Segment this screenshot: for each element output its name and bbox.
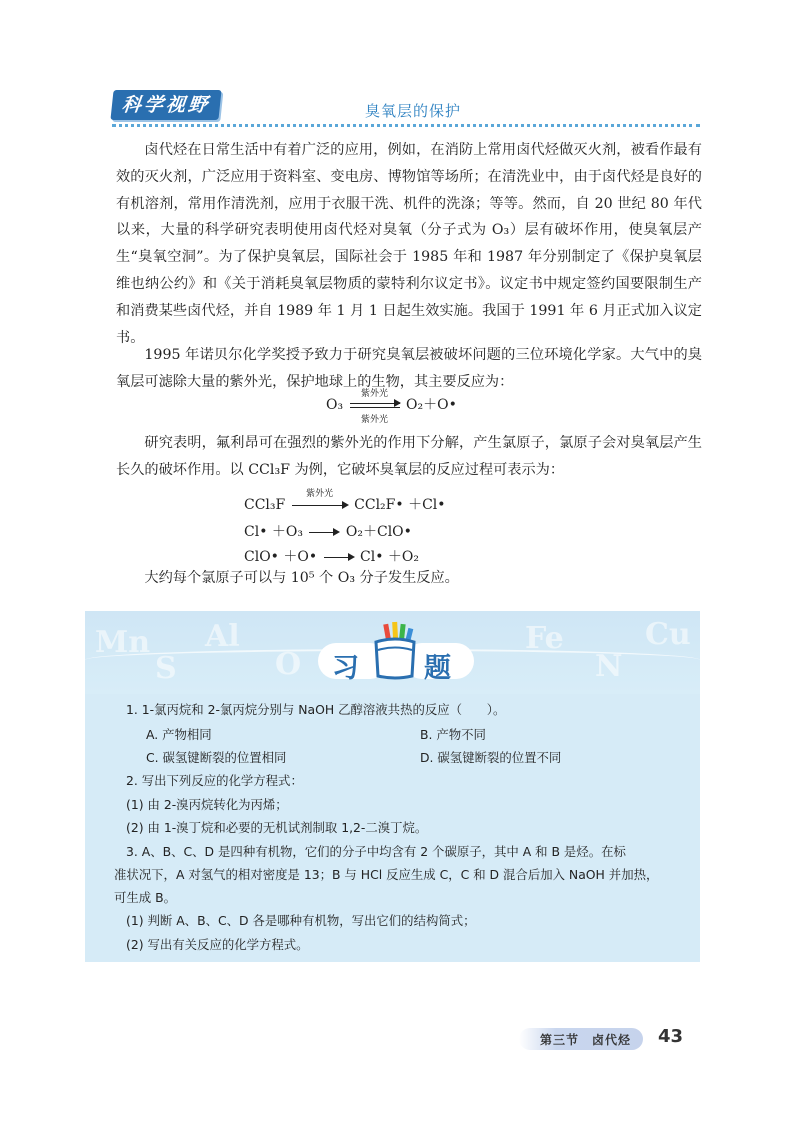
option-a: A. 产物相同 <box>146 727 212 742</box>
equation-2 <box>244 521 412 541</box>
paragraph-4: 大约每个氯原子可以与 10⁵ 个 O₃ 分子发生反应。 <box>144 570 459 586</box>
exercise-heading-right: 题 <box>424 653 451 684</box>
question-3-part-1: (1) 判断 A、B、C、D 各是哪种有机物，写出它们的结构简式； <box>126 913 476 928</box>
science-view-badge: 科学视野 <box>110 90 221 120</box>
question-2-part-1: (1) 由 2-溴丙烷转化为丙烯； <box>126 797 288 812</box>
eq-under: 紫外光 <box>361 415 389 425</box>
eq-right: O₂＋O• <box>406 397 457 413</box>
page-number: 43 <box>658 1026 684 1047</box>
section-title: 臭氧层的保护 <box>365 102 462 120</box>
exercise-heading-left: 习 <box>332 653 359 684</box>
question-3-part-2: (2) 写出有关反应的化学方程式。 <box>126 937 309 952</box>
question-3-line-1: 3. A、B、C、D 是四种有机物，它们的分子中均含有 2 个碳原子，其中 A 和 B 是烃。在标 <box>126 844 626 859</box>
paragraph-1: 卤代烃在日常生活中有着广泛的应用，例如，在消防上常用卤代烃做灭火剂，被看作最有效的灭火剂，广泛应用于资料室、变电房、博物馆等场所；在清洗业中，由于卤代烃是良好的有机溶剂，常用作清洗剂，应用于衣服干洗、机件的洗涤；等等。然而，自 20 世纪 80 年代以来，大量的科学研究表明使用卤代烃对臭氧（分子式为 O₃）层有破坏作用，使臭氧层产生“臭氧空洞”。为了保护臭氧层，国际社会于 1985 年和 1987 年分别制定了《保护臭氧层维也纳公约》和《关于消耗臭氧层物质的蒙特利尔议定书》。议定书中规定签约国要限制生产和消费某些卤代烃，并自 1989 年 1 月 1 日起生效实施。我国于 1991 年 6 月正式加入议定书。 <box>116 142 702 346</box>
paragraph-3: 研究表明，氟利昂可在强烈的紫外光的作用下分解，产生氯原子，氯原子会对臭氧层产生长久的破坏作用。以 CCl₃F 为例，它破坏臭氧层的反应过程可表示为： <box>116 435 702 478</box>
eq1-right: CCl₂F• ＋Cl• <box>354 497 446 513</box>
question-3-line-3: 可生成 B。 <box>114 890 177 905</box>
footer-section-label: 第三节 卤代烃 <box>540 1033 632 1047</box>
eq3-right: Cl• ＋O₂ <box>360 549 420 565</box>
dotted-divider <box>112 124 700 127</box>
question-3-line-2: 准状况下，A 对氢气的相对密度是 13；B 与 HCl 反应生成 C，C 和 D 混合后加入 NaOH 并加热， <box>114 867 659 882</box>
question-2: 2. 写出下列反应的化学方程式： <box>126 773 303 788</box>
question-2-part-2: (2) 由 1-溴丁烷和必要的无机试剂制取 1,2-二溴丁烷。 <box>126 820 428 835</box>
eq3-left: ClO• ＋O• <box>244 549 318 565</box>
pencil-pocket-icon <box>368 620 422 682</box>
eq-left: O₃ <box>326 397 344 413</box>
reversible-arrow <box>350 389 400 425</box>
arrow-uv <box>292 489 348 512</box>
eq2-right: O₂＋ClO• <box>345 524 412 540</box>
equation-3 <box>244 546 419 566</box>
eq-over: 紫外光 <box>361 389 389 399</box>
arrow <box>324 550 354 564</box>
option-b: B. 产物不同 <box>420 727 486 742</box>
arrow <box>309 525 339 539</box>
paragraph-2: 1995 年诺贝尔化学奖授予致力于研究臭氧层被破坏问题的三位环境化学家。大气中的臭氧层可滤除大量的紫外光，保护地球上的生物，其主要反应为： <box>116 347 702 390</box>
option-d: D. 碳氢键断裂的位置不同 <box>420 750 562 765</box>
eq2-left: Cl• ＋O₃ <box>244 524 303 540</box>
equation-ozone <box>326 389 457 425</box>
option-c: C. 碳氢键断裂的位置相同 <box>146 750 287 765</box>
question-1: 1. 1-氯丙烷和 2-氯丙烷分别与 NaOH 乙醇溶液共热的反应（ ）。 <box>126 702 506 717</box>
eq1-over: 紫外光 <box>306 489 334 499</box>
exercise-header-band: Mn S Al O Fe N Cu <box>85 611 700 694</box>
eq1-left: CCl₃F <box>244 497 286 513</box>
equation-1 <box>244 489 446 514</box>
